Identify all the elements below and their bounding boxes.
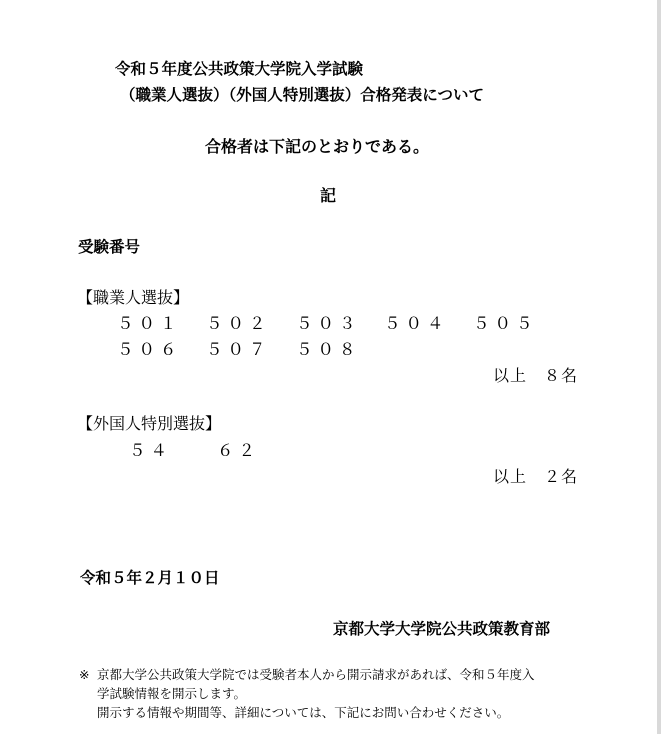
announcement-date: 令和５年２月１０日 [80, 569, 220, 587]
category-total: 以上 ８名 [493, 366, 579, 385]
exam-numbers-heading: 受験番号 [78, 238, 141, 256]
exam-number: ５０４ [384, 314, 449, 333]
note-line: 開示する情報や期間等、詳細については、下記にお問い合わせください。 [97, 705, 510, 720]
category-label-gaikokujin: 【外国人特別選抜】 [77, 414, 222, 433]
exam-number: ５０３ [296, 314, 361, 333]
exam-number: ５０２ [206, 314, 271, 333]
exam-number: ５０７ [206, 340, 271, 359]
ki-heading: 記 [320, 186, 337, 205]
note-mark: ※ [79, 667, 90, 682]
note-line: 京都大学公共政策大学院では受験者本人から開示請求があれば、令和５年度入 [97, 667, 535, 682]
category-label-shokugyojin: 【職業人選抜】 [77, 288, 190, 307]
category-total: 以上 ２名 [493, 467, 579, 486]
exam-number: ５０１ [117, 314, 182, 333]
title-line-2: （職業人選抜）（外国人特別選抜）合格発表について [120, 86, 484, 104]
title-line-1: 令和５年度公共政策大学院入学試験 [115, 60, 364, 78]
lead-text: 合格者は下記のとおりである。 [205, 137, 430, 156]
exam-number: ５０５ [473, 314, 538, 333]
department-name: 京都大学大学院公共政策教育部 [333, 620, 551, 638]
exam-number: ５０８ [296, 340, 361, 359]
page-edge [657, 0, 661, 734]
exam-number: ５４ [129, 441, 172, 460]
note-line: 学試験情報を開示します。 [97, 686, 247, 701]
exam-number: ５０６ [117, 340, 182, 359]
exam-number: ６２ [217, 441, 260, 460]
